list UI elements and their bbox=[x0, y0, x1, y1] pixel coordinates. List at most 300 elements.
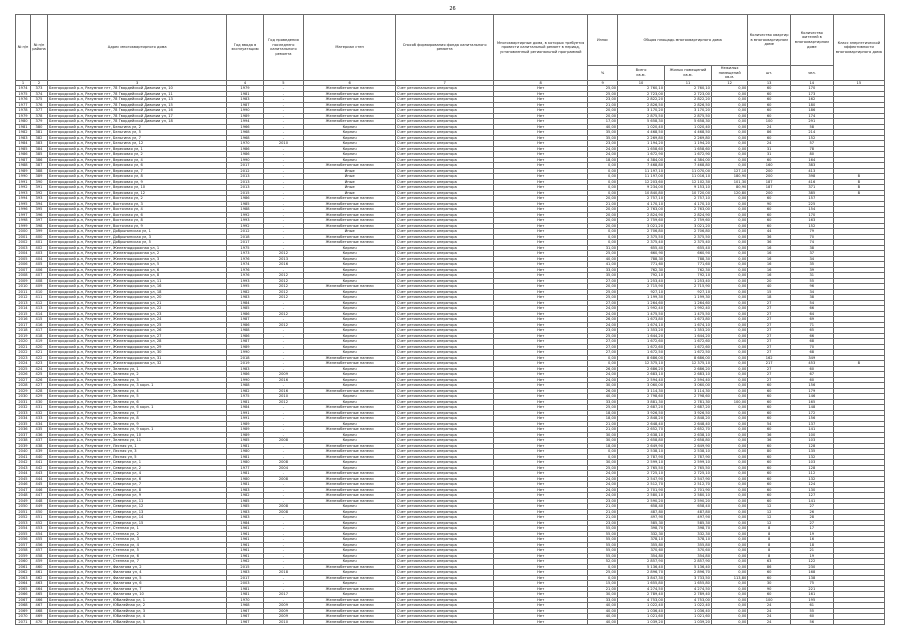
row-area-nonliving: 0,00 bbox=[711, 163, 747, 169]
row-apartments: 60 bbox=[748, 443, 791, 449]
row-residents: 54 bbox=[790, 300, 833, 306]
row-area-living: 2 706,80 bbox=[665, 229, 712, 235]
row-repair-needed: Нет bbox=[494, 619, 588, 625]
row-area-nonliving: 0,00 bbox=[711, 212, 747, 218]
row-residents: 174 bbox=[790, 113, 833, 119]
row-last-repair: - bbox=[263, 130, 304, 136]
row-wear: 24,00 bbox=[588, 493, 618, 499]
row-area-nonliving: 0,00 bbox=[711, 597, 747, 603]
row-index: 2004 bbox=[16, 251, 31, 257]
row-year-built: 1980 bbox=[227, 476, 263, 482]
row-area-living: 2 765,50 bbox=[665, 465, 712, 471]
row-apartments: 217 bbox=[748, 361, 791, 367]
row-wear: 24,00 bbox=[588, 306, 618, 312]
row-year-built: 1982 bbox=[227, 493, 263, 499]
row-wear: 0,00 bbox=[588, 449, 618, 455]
row-wear: 0,00 bbox=[588, 179, 618, 185]
row-district-index: 427 bbox=[30, 383, 47, 389]
row-district-index: 397 bbox=[30, 218, 47, 224]
row-area-total: 660,90 bbox=[618, 251, 665, 257]
row-repair-needed: Нет bbox=[494, 306, 588, 312]
row-district-index: 393 bbox=[30, 196, 47, 202]
row-area-total: 2 706,80 bbox=[618, 229, 665, 235]
row-energy-class: B bbox=[833, 361, 884, 367]
row-apartments: 60 bbox=[748, 493, 791, 499]
row-residents: 61 bbox=[790, 603, 833, 609]
row-area-total: 655,40 bbox=[618, 245, 665, 251]
row-area-total: 355,80 bbox=[618, 542, 665, 548]
row-wear: 27,00 bbox=[588, 300, 618, 306]
row-year-built: 1977 bbox=[227, 465, 263, 471]
row-area-nonliving: 0,00 bbox=[711, 273, 747, 279]
row-district-index: 421 bbox=[30, 350, 47, 356]
row-last-repair: - bbox=[263, 333, 304, 339]
row-area-living: 11 070,00 bbox=[665, 168, 712, 174]
row-residents: 156 bbox=[790, 383, 833, 389]
row-address: Белгородский р-н, Разумное пгт, Зеленая ул, 3 корп. 1 bbox=[48, 383, 227, 389]
row-wear: 26,00 bbox=[588, 366, 618, 372]
row-repair-needed: Нет bbox=[494, 355, 588, 361]
row-apartments: 24 bbox=[748, 124, 791, 130]
row-last-repair: 2012 bbox=[263, 251, 304, 257]
row-apartments: 60 bbox=[748, 97, 791, 103]
row-area-living: 2 538,10 bbox=[665, 449, 712, 455]
row-area-total: 2 687,20 bbox=[618, 405, 665, 411]
row-index: 2034 bbox=[16, 416, 31, 422]
row-apartments: 86 bbox=[748, 130, 791, 136]
row-area-total: 2 547,90 bbox=[618, 476, 665, 482]
row-fund-method: Счет регионального оператора bbox=[396, 421, 494, 427]
row-last-repair: - bbox=[263, 218, 304, 224]
row-area-living: 398,70 bbox=[665, 526, 712, 532]
row-district-index: 374 bbox=[30, 91, 47, 97]
row-area-nonliving: 0,00 bbox=[711, 520, 747, 526]
row-apartments: 27 bbox=[748, 317, 791, 323]
row-wall-material: Железобетонные панели bbox=[304, 603, 396, 609]
row-district-index: 457 bbox=[30, 548, 47, 554]
row-year-built: 1983 bbox=[227, 295, 263, 301]
row-fund-method: Счет регионального оператора bbox=[396, 383, 494, 389]
row-area-nonliving: 0,00 bbox=[711, 262, 747, 268]
row-address: Белгородский р-н, Разумное пгт, Филатова ул, 4 bbox=[48, 570, 227, 576]
row-wear: 0,00 bbox=[588, 174, 618, 180]
row-area-living: 1 674,10 bbox=[665, 322, 712, 328]
row-year-built: 1984 bbox=[227, 520, 263, 526]
row-area-nonliving: 180,90 bbox=[711, 174, 747, 180]
row-fund-method: Счет регионального оператора bbox=[396, 405, 494, 411]
row-area-nonliving: 0,00 bbox=[711, 432, 747, 438]
row-residents: 103 bbox=[790, 460, 833, 466]
row-area-nonliving: 0,00 bbox=[711, 454, 747, 460]
row-last-repair: - bbox=[263, 86, 304, 92]
row-residents: 19 bbox=[790, 553, 833, 559]
row-last-repair: - bbox=[263, 471, 304, 477]
row-year-built: 1983 bbox=[227, 487, 263, 493]
row-residents: 164 bbox=[790, 157, 833, 163]
row-last-repair: - bbox=[263, 97, 304, 103]
row-area-nonliving: 0,00 bbox=[711, 449, 747, 455]
row-wear: 0,00 bbox=[588, 575, 618, 581]
row-area-total: 4 170,10 bbox=[618, 201, 665, 207]
row-index: 1995 bbox=[16, 201, 31, 207]
row-repair-needed: Нет bbox=[494, 278, 588, 284]
column-number: 8 bbox=[494, 80, 588, 86]
row-area-nonliving: 0,00 bbox=[711, 333, 747, 339]
row-area-nonliving: 0,00 bbox=[711, 322, 747, 328]
row-wall-material: Железобетонные панели bbox=[304, 493, 396, 499]
row-year-built: 1986 bbox=[227, 372, 263, 378]
row-district-index: 470 bbox=[30, 619, 47, 625]
row-district-index: 419 bbox=[30, 339, 47, 345]
row-area-total: 1 021,60 bbox=[618, 614, 665, 620]
row-area-nonliving: 0,00 bbox=[711, 130, 747, 136]
row-repair-needed: Нет bbox=[494, 361, 588, 367]
row-address: Белгородский р-н, Разумное пгт, Железнодорожная ул, 32 bbox=[48, 361, 227, 367]
row-area-nonliving: 0,00 bbox=[711, 119, 747, 125]
row-residents: 146 bbox=[790, 394, 833, 400]
row-area-living: 3 060,00 bbox=[665, 383, 712, 389]
row-apartments: 24 bbox=[748, 603, 791, 609]
row-apartments: 60 bbox=[748, 394, 791, 400]
row-fund-method: Счет регионального оператора bbox=[396, 317, 494, 323]
row-wear: 20,00 bbox=[588, 284, 618, 290]
row-area-total: 2 765,50 bbox=[618, 465, 665, 471]
row-apartments: 60 bbox=[748, 471, 791, 477]
row-area-nonliving: 0,00 bbox=[711, 339, 747, 345]
row-area-nonliving: 0,00 bbox=[711, 619, 747, 625]
row-wall-material: Кирпич bbox=[304, 366, 396, 372]
row-apartments: 60 bbox=[748, 465, 791, 471]
row-district-index: 453 bbox=[30, 526, 47, 532]
row-last-repair: 2013 bbox=[263, 256, 304, 262]
row-area-living: 1 672,60 bbox=[665, 344, 712, 350]
row-area-living: 771,60 bbox=[665, 262, 712, 268]
row-district-index: 422 bbox=[30, 355, 47, 361]
row-fund-method: Счет регионального оператора bbox=[396, 432, 494, 438]
row-repair-needed: Нет bbox=[494, 273, 588, 279]
row-area-nonliving: 0,00 bbox=[711, 493, 747, 499]
row-apartments: 30 bbox=[748, 581, 791, 587]
row-last-repair: 2012 bbox=[263, 295, 304, 301]
row-address: Белгородский р-н, Разумное пгт, Северная ул, 11 bbox=[48, 498, 227, 504]
row-year-built: 1980 bbox=[227, 449, 263, 455]
row-last-repair: 2008 bbox=[263, 476, 304, 482]
row-wear: 21,00 bbox=[588, 102, 618, 108]
row-fund-method: Счет регионального оператора bbox=[396, 245, 494, 251]
row-address: Белгородский р-н, Разумное пгт, Филатова ул, 2 bbox=[48, 564, 227, 570]
row-wear: 0,00 bbox=[588, 229, 618, 235]
row-area-total: 2 759,60 bbox=[618, 218, 665, 224]
row-fund-method: Счет регионального оператора bbox=[396, 504, 494, 510]
row-residents: 165 bbox=[790, 399, 833, 405]
column-number: 7 bbox=[396, 80, 494, 86]
row-apartments: 60 bbox=[748, 207, 791, 213]
row-wear: 25,00 bbox=[588, 251, 618, 257]
row-area-living: 10 720,00 bbox=[665, 190, 712, 196]
row-wall-material: Железобетонные панели bbox=[304, 97, 396, 103]
row-address: Белгородский р-н, Разумное пгт, Лесная ул, 3 bbox=[48, 449, 227, 455]
row-area-total: 2 683,10 bbox=[618, 372, 665, 378]
row-area-nonliving: 0,00 bbox=[711, 509, 747, 515]
row-last-repair: - bbox=[263, 482, 304, 488]
row-residents: 58 bbox=[790, 124, 833, 130]
row-fund-method: Счет регионального оператора bbox=[396, 201, 494, 207]
row-district-index: 413 bbox=[30, 306, 47, 312]
row-wall-material: Кирпич bbox=[304, 306, 396, 312]
row-address: Белгородский р-н, Разумное пгт, 78 Гвардейской Дивизии ул, 16 bbox=[48, 108, 227, 114]
row-apartments: 24 bbox=[748, 619, 791, 625]
row-area-total: 5 658,30 bbox=[618, 119, 665, 125]
row-area-nonliving: 0,00 bbox=[711, 526, 747, 532]
row-apartments: 8 bbox=[748, 542, 791, 548]
row-fund-method: Счет регионального оператора bbox=[396, 196, 494, 202]
row-address: Белгородский р-н, Разумное пгт, Вересовая ул, 12 bbox=[48, 190, 227, 196]
row-residents: 55 bbox=[790, 278, 833, 284]
row-year-built: 2012 bbox=[227, 168, 263, 174]
row-repair-needed: Нет bbox=[494, 333, 588, 339]
row-area-living: 1 992,40 bbox=[665, 306, 712, 312]
row-residents: 34 bbox=[790, 256, 833, 262]
row-address: Белгородский р-н, Разумное пгт, Филатова ул, 6 bbox=[48, 581, 227, 587]
row-area-nonliving: 0,00 bbox=[711, 135, 747, 141]
row-area-total: 1 353,20 bbox=[618, 328, 665, 334]
row-residents: 69 bbox=[790, 317, 833, 323]
row-index: 1975 bbox=[16, 91, 31, 97]
row-index: 2017 bbox=[16, 322, 31, 328]
row-index: 2046 bbox=[16, 482, 31, 488]
row-repair-needed: Нет bbox=[494, 542, 588, 548]
row-fund-method: Счет регионального оператора bbox=[396, 212, 494, 218]
row-wear: 25,00 bbox=[588, 289, 618, 295]
row-area-total: 1 264,60 bbox=[618, 300, 665, 306]
row-area-total: 2 599,10 bbox=[618, 460, 665, 466]
row-apartments: 187 bbox=[748, 185, 791, 191]
row-area-nonliving: 0,00 bbox=[711, 97, 747, 103]
row-apartments: 60 bbox=[748, 108, 791, 114]
row-wear: 21,00 bbox=[588, 421, 618, 427]
row-wear: 30,00 bbox=[588, 460, 618, 466]
row-area-living: 2 687,20 bbox=[665, 405, 712, 411]
row-year-built: 1995 bbox=[227, 284, 263, 290]
row-wear: 20,00 bbox=[588, 113, 618, 119]
row-year-built: 2017 bbox=[227, 240, 263, 246]
row-index: 1987 bbox=[16, 157, 31, 163]
row-last-repair: - bbox=[263, 245, 304, 251]
row-wear: 27,00 bbox=[588, 339, 618, 345]
row-index: 1994 bbox=[16, 196, 31, 202]
row-area-total: 2 826,50 bbox=[618, 102, 665, 108]
row-fund-method: Счет регионального оператора bbox=[396, 570, 494, 576]
row-fund-method: Счет регионального оператора bbox=[396, 168, 494, 174]
row-district-index: 408 bbox=[30, 278, 47, 284]
row-area-total: 354,80 bbox=[618, 553, 665, 559]
row-last-repair: - bbox=[263, 102, 304, 108]
row-address: Белгородский р-н, Разумное пгт, Филатова ул, 5 bbox=[48, 575, 227, 581]
row-fund-method: Счет регионального оператора bbox=[396, 493, 494, 499]
row-address: Белгородский р-н, Разумное пгт, 78 Гвардейской Дивизии ул, 13 bbox=[48, 97, 227, 103]
row-index: 1988 bbox=[16, 163, 31, 169]
row-last-repair: - bbox=[263, 454, 304, 460]
row-repair-needed: Нет bbox=[494, 575, 588, 581]
row-wall-material: Железобетонные панели bbox=[304, 86, 396, 92]
row-repair-needed: Нет bbox=[494, 482, 588, 488]
row-index: 2015 bbox=[16, 311, 31, 317]
row-area-living: 2 638,10 bbox=[665, 432, 712, 438]
row-repair-needed: Нет bbox=[494, 119, 588, 125]
row-repair-needed: Нет bbox=[494, 498, 588, 504]
row-area-nonliving: 0,00 bbox=[711, 317, 747, 323]
row-area-total: 585,30 bbox=[618, 520, 665, 526]
column-number: 9 bbox=[588, 80, 618, 86]
row-address: Белгородский р-н, Разумное пгт, 78 Гвардейской Дивизии ул, 10 bbox=[48, 86, 227, 92]
row-wear: 24,00 bbox=[588, 471, 618, 477]
row-district-index: 384 bbox=[30, 146, 47, 152]
row-district-index: 436 bbox=[30, 432, 47, 438]
row-wall-material: Иные bbox=[304, 185, 396, 191]
row-wall-material: Кирпич bbox=[304, 333, 396, 339]
row-apartments: 60 bbox=[748, 575, 791, 581]
row-wear: 15,00 bbox=[588, 581, 618, 587]
row-repair-needed: Нет bbox=[494, 157, 588, 163]
row-district-index: 380 bbox=[30, 124, 47, 130]
row-index: 2036 bbox=[16, 427, 31, 433]
row-year-built: 1989 bbox=[227, 432, 263, 438]
row-area-living: 355,80 bbox=[665, 542, 712, 548]
row-year-built: 1981 bbox=[227, 482, 263, 488]
row-wear: 33,00 bbox=[588, 267, 618, 273]
row-year-built: 1961 bbox=[227, 537, 263, 543]
row-district-index: 411 bbox=[30, 295, 47, 301]
row-district-index: 445 bbox=[30, 482, 47, 488]
row-fund-method: Счет регионального оператора bbox=[396, 339, 494, 345]
row-index: 2030 bbox=[16, 394, 31, 400]
row-wall-material: Железобетонные панели bbox=[304, 223, 396, 229]
row-year-built: 1981 bbox=[227, 586, 263, 592]
row-residents: 27 bbox=[790, 520, 833, 526]
row-repair-needed: Нет bbox=[494, 465, 588, 471]
row-district-index: 391 bbox=[30, 185, 47, 191]
row-area-nonliving: 0,00 bbox=[711, 157, 747, 163]
row-last-repair: 2012 bbox=[263, 399, 304, 405]
row-apartments: 12 bbox=[748, 520, 791, 526]
row-last-repair: 2012 bbox=[263, 322, 304, 328]
row-wall-material: Кирпич bbox=[304, 262, 396, 268]
row-energy-class: B bbox=[833, 179, 884, 185]
row-year-built: 1981 bbox=[227, 443, 263, 449]
row-index: 1998 bbox=[16, 218, 31, 224]
row-area-living: 11 016,10 bbox=[665, 174, 712, 180]
row-year-built: 1985 bbox=[227, 438, 263, 444]
row-wall-material: Железобетонные панели bbox=[304, 487, 396, 493]
row-district-index: 469 bbox=[30, 614, 47, 620]
header-last-repair: Год проведения последнего капитального ремонта bbox=[263, 15, 304, 81]
row-year-built: 1985 bbox=[227, 504, 263, 510]
row-wear: 33,00 bbox=[588, 399, 618, 405]
row-area-nonliving: 0,00 bbox=[711, 344, 747, 350]
row-area-total: 1 673,80 bbox=[618, 317, 665, 323]
row-wear: 0,00 bbox=[588, 185, 618, 191]
row-district-index: 459 bbox=[30, 559, 47, 565]
row-fund-method: Счет регионального оператора bbox=[396, 372, 494, 378]
row-last-repair: - bbox=[263, 443, 304, 449]
row-area-total: 3 926,50 bbox=[618, 410, 665, 416]
row-area-total: 1 253,40 bbox=[618, 278, 665, 284]
row-district-index: 466 bbox=[30, 597, 47, 603]
row-apartments: 160 bbox=[748, 163, 791, 169]
header-district-num: № п/п района bbox=[30, 15, 47, 81]
row-district-index: 458 bbox=[30, 553, 47, 559]
row-district-index: 401 bbox=[30, 240, 47, 246]
row-apartments: 60 bbox=[748, 399, 791, 405]
row-wear: 35,00 bbox=[588, 130, 618, 136]
row-index: 2068 bbox=[16, 603, 31, 609]
row-address: Белгородский р-н, Разумное пгт, Вересовая ул, 10 bbox=[48, 185, 227, 191]
row-address: Белгородский р-н, Разумное пгт, Степная ул, 7 bbox=[48, 559, 227, 565]
row-repair-needed: Нет bbox=[494, 284, 588, 290]
row-address: Белгородский р-н, Разумное пгт, Добрынинская ул, 1 bbox=[48, 229, 227, 235]
row-year-built: 1962 bbox=[227, 559, 263, 565]
row-area-living: 2 848,20 bbox=[665, 416, 712, 422]
row-last-repair: - bbox=[263, 493, 304, 499]
row-area-living: 1 039,20 bbox=[665, 619, 712, 625]
row-wall-material: Кирпич bbox=[304, 559, 396, 565]
row-address: Белгородский р-н, Разумное пгт, Железнодорожная ул, 20 bbox=[48, 295, 227, 301]
row-wall-material: Кирпич bbox=[304, 289, 396, 295]
row-area-living: 2 723,00 bbox=[665, 91, 712, 97]
column-number: 3 bbox=[48, 80, 227, 86]
row-year-built: 1983 bbox=[227, 366, 263, 372]
row-year-built: 1985 bbox=[227, 306, 263, 312]
row-fund-method: Счет регионального оператора bbox=[396, 542, 494, 548]
row-area-living: 2 658,80 bbox=[665, 438, 712, 444]
header-wear: Износ bbox=[588, 15, 618, 66]
row-wall-material: Железобетонные панели bbox=[304, 218, 396, 224]
row-address: Белгородский р-н, Разумное пгт, Северная ул, 13 bbox=[48, 509, 227, 515]
row-index: 2024 bbox=[16, 361, 31, 367]
row-area-total: 10 840,80 bbox=[618, 190, 665, 196]
row-fund-method: Счет регионального оператора bbox=[396, 124, 494, 130]
row-district-index: 405 bbox=[30, 262, 47, 268]
row-address: Белгородский р-н, Разумное пгт, Юбилейная ул, 2 bbox=[48, 603, 227, 609]
row-area-nonliving: 0,00 bbox=[711, 328, 747, 334]
row-area-nonliving: 0,00 bbox=[711, 234, 747, 240]
row-residents: 230 bbox=[790, 564, 833, 570]
row-repair-needed: Нет bbox=[494, 438, 588, 444]
row-wall-material: Кирпич bbox=[304, 322, 396, 328]
row-fund-method: Счет регионального оператора bbox=[396, 465, 494, 471]
row-address: Белгородский р-н, Разумное пгт, Северная ул, 2 bbox=[48, 465, 227, 471]
row-wear: 0,00 bbox=[588, 564, 618, 570]
row-wall-material: Иные bbox=[304, 168, 396, 174]
row-year-built: 1988 bbox=[227, 207, 263, 213]
row-wear: 35,00 bbox=[588, 135, 618, 141]
row-area-nonliving: 0,00 bbox=[711, 614, 747, 620]
row-apartments: 12 bbox=[748, 509, 791, 515]
row-fund-method: Счет регионального оператора bbox=[396, 498, 494, 504]
row-repair-needed: Нет bbox=[494, 377, 588, 383]
row-fund-method: Счет регионального оператора bbox=[396, 218, 494, 224]
row-wear: 23,00 bbox=[588, 520, 618, 526]
row-last-repair: 2009 bbox=[263, 372, 304, 378]
row-wear: 24,00 bbox=[588, 487, 618, 493]
row-wear: 21,00 bbox=[588, 427, 618, 433]
row-district-index: 386 bbox=[30, 157, 47, 163]
row-residents: 225 bbox=[790, 201, 833, 207]
row-area-total: 3 170,20 bbox=[618, 108, 665, 114]
row-area-living: 3 114,30 bbox=[665, 388, 712, 394]
row-address: Белгородский р-н, Разумное пгт, Филатова ул, 10 bbox=[48, 592, 227, 598]
row-wear: 55,00 bbox=[588, 531, 618, 537]
